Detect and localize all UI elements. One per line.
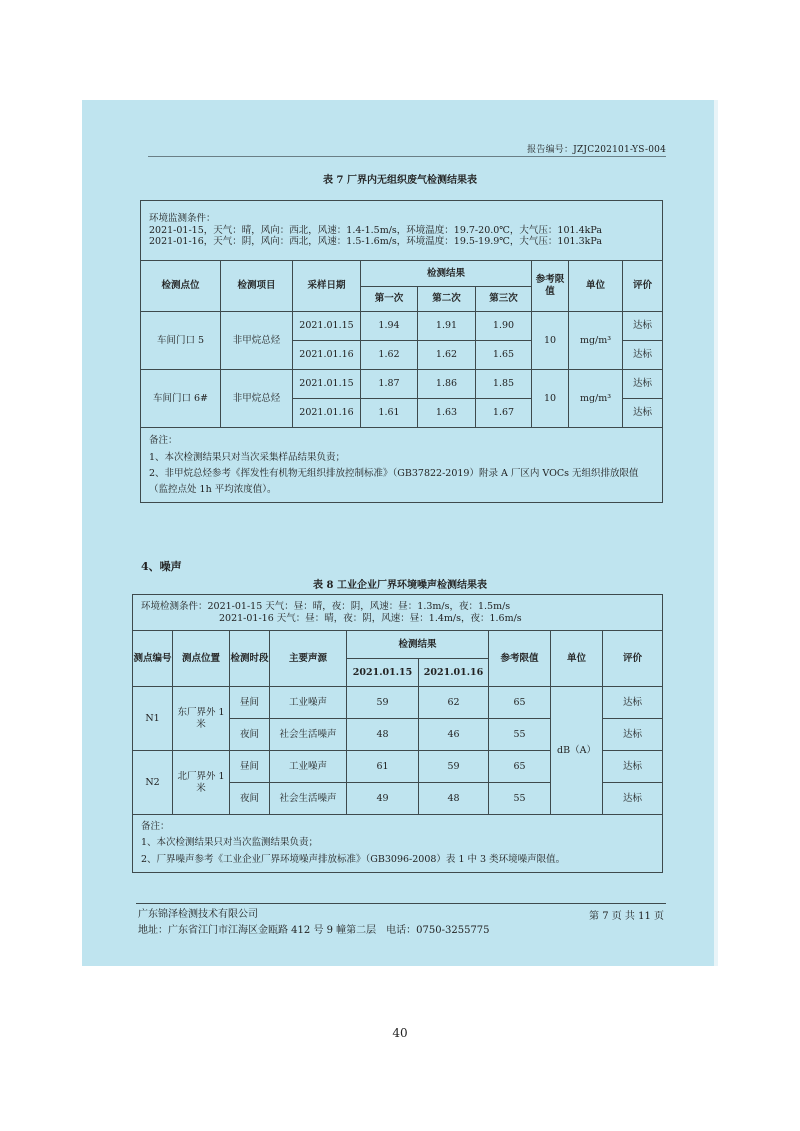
period-cell: 夜间: [230, 719, 270, 751]
table7-notes: [141, 428, 663, 503]
eval-cell: 达标: [623, 399, 663, 428]
page-count: 第 7 页 共 11 页: [589, 911, 664, 922]
value-cell: 1.94: [361, 312, 418, 341]
header-date-2: 2021.01.16: [419, 659, 489, 687]
limit-cell: 65: [489, 751, 551, 783]
value-cell: 61: [347, 751, 419, 783]
value-cell: 59: [347, 687, 419, 719]
section-title: 4、噪声: [141, 560, 182, 573]
source-cell: 工业噪声: [270, 751, 347, 783]
header-location: 测点位置: [173, 631, 230, 687]
note-line: 1、本次检测结果只对当次采集样品结果负责；: [149, 451, 346, 463]
company-name: 广东锦泽检测技术有限公司: [138, 909, 258, 920]
value-cell: 49: [347, 783, 419, 815]
value-cell: 1.67: [476, 399, 532, 428]
eval-cell: 达标: [603, 719, 663, 751]
eval-cell: 达标: [623, 370, 663, 399]
value-cell: 1.87: [361, 370, 418, 399]
date-cell: 2021.01.16: [293, 341, 361, 370]
value-cell: 48: [419, 783, 489, 815]
table7-caption: 表 7 厂界内无组织废气检测结果表: [323, 175, 477, 186]
table7-exhaust-gas: [140, 200, 663, 503]
footer-rule: [136, 903, 666, 904]
header-second: 第二次: [418, 287, 476, 312]
note-line: 2、厂界噪声参考《工业企业厂界环境噪声排放标准》（GB3096-2008）表 1 中 3 类环境噪声限值。: [141, 853, 566, 865]
limit-cell: 55: [489, 719, 551, 751]
header-id: 测点编号: [133, 631, 173, 687]
header-rule: [148, 156, 666, 157]
period-cell: 夜间: [230, 783, 270, 815]
header-period: 检测时段: [230, 631, 270, 687]
condition-line: 2021-01-16 天气：昼：晴，夜：阴，风速：昼：1.4m/s，夜：1.6m/s: [219, 612, 522, 624]
header-point: 检测点位: [141, 261, 221, 312]
condition-line: 2021-01-15，天气：晴，风向：西北，风速：1.4-1.5m/s，环境温度：19.7-20.0℃，大气压：101.4kPa: [149, 224, 603, 236]
eval-cell: 达标: [603, 783, 663, 815]
value-cell: 1.65: [476, 341, 532, 370]
item-cell: 非甲烷总烃: [221, 370, 293, 428]
value-cell: 1.90: [476, 312, 532, 341]
table8-caption: 表 8 工业企业厂界环境噪声检测结果表: [313, 580, 487, 591]
limit-cell: 10: [532, 370, 569, 428]
header-unit: 单位: [569, 261, 623, 312]
source-cell: 社会生活噪声: [270, 783, 347, 815]
eval-cell: 达标: [623, 312, 663, 341]
limit-cell: 65: [489, 687, 551, 719]
period-cell: 昼间: [230, 687, 270, 719]
item-cell: 非甲烷总烃: [221, 312, 293, 370]
unit-cell: mg/m³: [569, 312, 623, 370]
source-cell: 社会生活噪声: [270, 719, 347, 751]
header-limit: 参考限值: [489, 631, 551, 687]
point-cell: 车间门口 5: [141, 312, 221, 370]
condition-line: 2021-01-16，天气：阴，风向：西北，风速：1.5-1.6m/s，环境温度：19.5-19.9℃，大气压：101.3kPa: [149, 236, 603, 248]
header-limit: 参考限值: [532, 261, 569, 312]
table8-notes: [133, 815, 663, 873]
header-unit: 单位: [551, 631, 603, 687]
limit-cell: 10: [532, 312, 569, 370]
header-source: 主要声源: [270, 631, 347, 687]
header-results: 检测结果: [347, 631, 489, 659]
table-row: [141, 312, 663, 341]
location-cell: 东厂界外 1 米: [173, 687, 230, 751]
value-cell: 1.85: [476, 370, 532, 399]
page-edge: [714, 100, 718, 966]
value-cell: 46: [419, 719, 489, 751]
eval-cell: 达标: [603, 751, 663, 783]
header-first: 第一次: [361, 287, 418, 312]
period-cell: 昼间: [230, 751, 270, 783]
unit-cell: mg/m³: [569, 370, 623, 428]
table8-conditions: [133, 595, 663, 631]
conditions-label: 环境监测条件：: [149, 212, 216, 224]
value-cell: 1.91: [418, 312, 476, 341]
value-cell: 48: [347, 719, 419, 751]
header-date: 采样日期: [293, 261, 361, 312]
id-cell: N2: [133, 751, 173, 815]
value-cell: 1.63: [418, 399, 476, 428]
note-line: 2、非甲烷总烃参考《挥发性有机物无组织排放控制标准》（GB37822-2019）附录 A 厂区内 VOCs 无组织排放限值（监控点处 1h 平均浓度值）。: [149, 468, 639, 495]
header-results: 检测结果: [361, 261, 532, 287]
location-cell: 北厂界外 1 米: [173, 751, 230, 815]
report-number: 报告编号：JZJC202101-YS-004: [527, 145, 666, 155]
date-cell: 2021.01.16: [293, 399, 361, 428]
value-cell: 1.86: [418, 370, 476, 399]
value-cell: 1.62: [418, 341, 476, 370]
header-eval: 评价: [623, 261, 663, 312]
id-cell: N1: [133, 687, 173, 751]
value-cell: 62: [419, 687, 489, 719]
header-item: 检测项目: [221, 261, 293, 312]
footer-info: [138, 907, 490, 939]
point-cell: 车间门口 6#: [141, 370, 221, 428]
value-cell: 1.61: [361, 399, 418, 428]
date-cell: 2021.01.15: [293, 370, 361, 399]
table-row: [141, 370, 663, 399]
page-number: 40: [392, 1026, 408, 1040]
note-line: 1、本次检测结果只对当次监测结果负责；: [141, 837, 319, 849]
limit-cell: 55: [489, 783, 551, 815]
date-cell: 2021.01.15: [293, 312, 361, 341]
notes-label: 备注：: [149, 435, 178, 447]
company-address: 地址：广东省江门市江海区金瓯路 412 号 9 幢第二层 电话：0750-3255775: [138, 925, 490, 936]
value-cell: 1.62: [361, 341, 418, 370]
header-date-1: 2021.01.15: [347, 659, 419, 687]
value-cell: 59: [419, 751, 489, 783]
eval-cell: 达标: [623, 341, 663, 370]
table-row: [133, 687, 663, 719]
source-cell: 工业噪声: [270, 687, 347, 719]
table7-conditions: [141, 201, 663, 261]
notes-label: 备注：: [141, 820, 170, 832]
eval-cell: 达标: [603, 687, 663, 719]
header-third: 第三次: [476, 287, 532, 312]
table8-noise: [132, 594, 663, 873]
condition-line: 环境检测条件：2021-01-15 天气：昼：晴，夜：阴，风速：昼：1.3m/s，夜：1.5m/s: [141, 600, 511, 612]
header-eval: 评价: [603, 631, 663, 687]
unit-cell: dB（A）: [551, 687, 603, 815]
